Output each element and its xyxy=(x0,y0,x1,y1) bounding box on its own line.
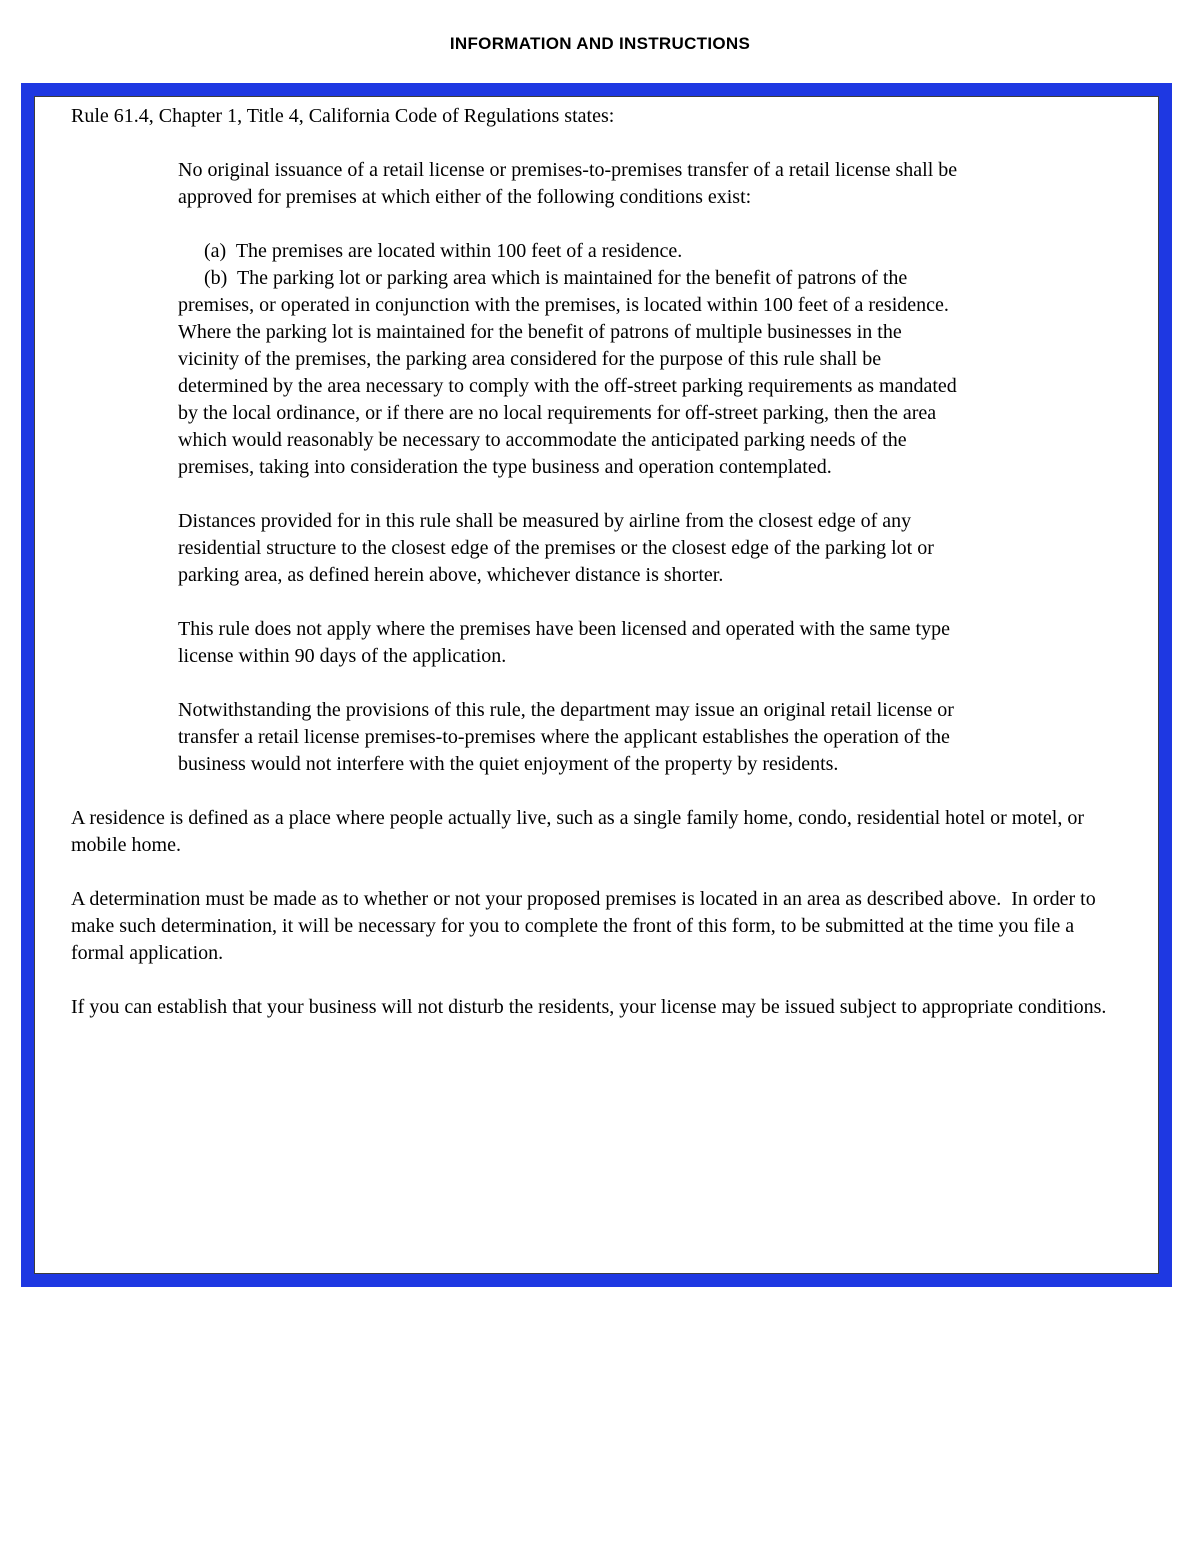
rule-paragraph-distances: Distances provided for in this rule shall be measured by airline from the closest edge of any residential structure to the closest edge of the premises or the closest edge of the parking lot or parking area, as defined herein above, whichever distance is shorter. xyxy=(178,510,939,586)
rule-item-b: (b) The parking lot or parking area which is maintained for the benefit of patrons of the premises, or operated in conjunction with the premises, is located within 100 feet of a residence. Where the parking lot is maintained for the benefit of patrons of multiple businesses in the vicinity of the premises, the parking area considered for the purpose of this rule shall be determined by the area necessary to comply with the off-street parking requirements as mandated by the local ordinance, or if there are no local requirements for off-street parking, then the area which would reasonably be necessary to accommodate the anticipated parking needs of the premises, taking into consideration the type business and operation contemplated. xyxy=(178,267,962,478)
note-determination: A determination must be made as to whether or not your proposed premises is located in an area as described above. In order to make such determination, it will be necessary for you to complete the front of this form, to be submitted at the time you file a formal application. xyxy=(71,888,1101,964)
note-residence-definition: A residence is defined as a place where people actually live, such as a single family home, condo, residential hotel or motel, or mobile home. xyxy=(71,807,1089,856)
rule-quote-box xyxy=(21,83,1172,1287)
rule-paragraph-notwithstanding: Notwithstanding the provisions of this rule, the department may issue an original retail license or transfer a retail license premises-to-premises where the applicant establishes the operation of the business would not interfere with the quiet enjoyment of the property by residents. xyxy=(178,699,959,775)
rule-citation-intro: Rule 61.4, Chapter 1, Title 4, California Code of Regulations states: xyxy=(71,105,615,127)
page-title: INFORMATION AND INSTRUCTIONS xyxy=(449,34,751,53)
note-establish-conditions: If you can establish that your business will not disturb the residents, your license may be issued subject to appropriate conditions. xyxy=(71,996,1107,1018)
rule-paragraph-conditions: No original issuance of a retail license or premises-to-premises transfer of a retail license shall be approved for premises at which either of the following conditions exist: xyxy=(178,159,963,208)
rule-item-a: (a) The premises are located within 100 feet of a residence. xyxy=(204,240,683,262)
rule-paragraph-exception-90-days: This rule does not apply where the premises have been licensed and operated with the same type license within 90 days of the application. xyxy=(178,618,955,667)
rule-quote-box-inner xyxy=(34,96,1159,1274)
